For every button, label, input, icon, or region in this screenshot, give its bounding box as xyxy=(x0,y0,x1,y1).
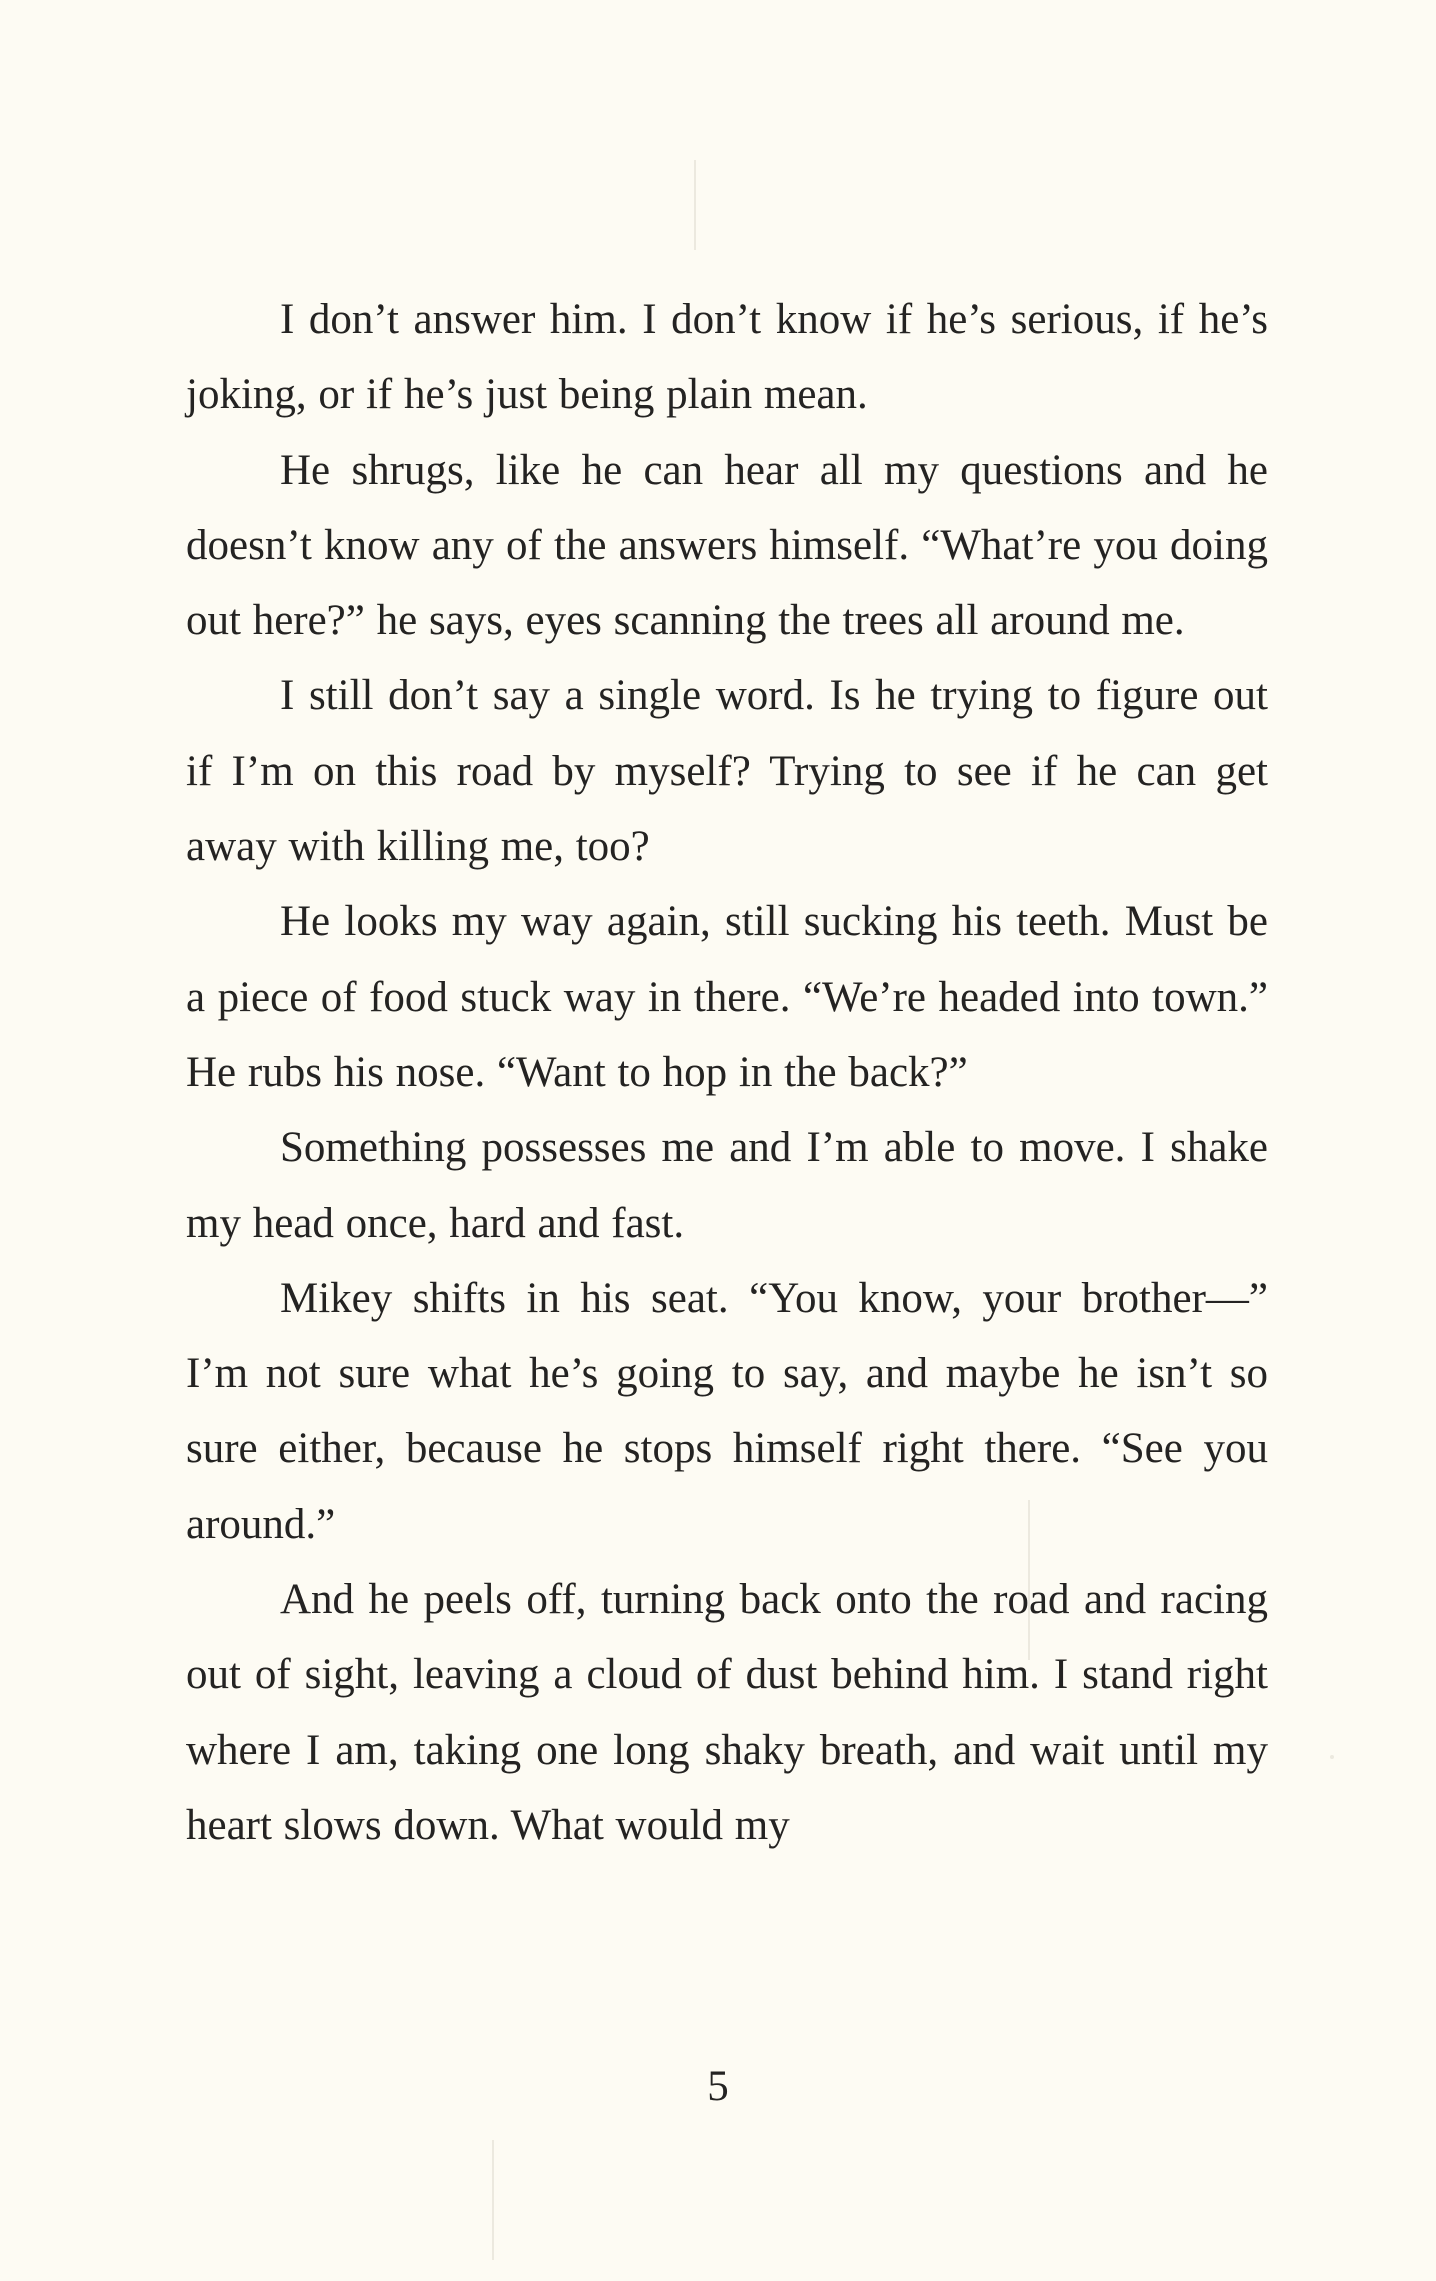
paragraph: He shrugs, like he can hear all my questions and he doesn’t know any of the answers himself. “What’re you doing out here?” he says, eyes scanning the trees all around me. xyxy=(186,446,1268,645)
paragraph: He looks my way again, still sucking his teeth. Must be a piece of food stuck way in there. “We’re headed into town.” He rubs his nose. “Want to hop in the back?” xyxy=(186,898,1268,1096)
scan-mark xyxy=(1330,1755,1334,1759)
paragraph: And he peels off, turning back onto the road and racing out of sight, leaving a cloud of dust behind him. I stand right where I am, taking one long shaky breath, and wait until my heart slows down. What would my xyxy=(186,1576,1268,1849)
paragraph: Something possesses me and I’m able to move. I shake my head once, hard and fast. xyxy=(186,1124,1268,1247)
paragraph: I still don’t say a single word. Is he trying to figure out if I’m on this road by myself? Trying to see if he can get away with killing me, too? xyxy=(186,672,1268,871)
page-number: 5 xyxy=(707,2063,729,2110)
body-text xyxy=(186,282,1268,1863)
scan-mark xyxy=(492,2140,494,2260)
paragraph: I don’t answer him. I don’t know if he’s serious, if he’s joking, or if he’s just being plain mean. xyxy=(186,296,1268,419)
scan-mark xyxy=(694,160,696,250)
paragraph: Mikey shifts in his seat. “You know, your brother—” I’m not sure what he’s going to say, and maybe he isn’t so sure either, because he stops himself right there. “See you around.” xyxy=(186,1274,1268,1548)
